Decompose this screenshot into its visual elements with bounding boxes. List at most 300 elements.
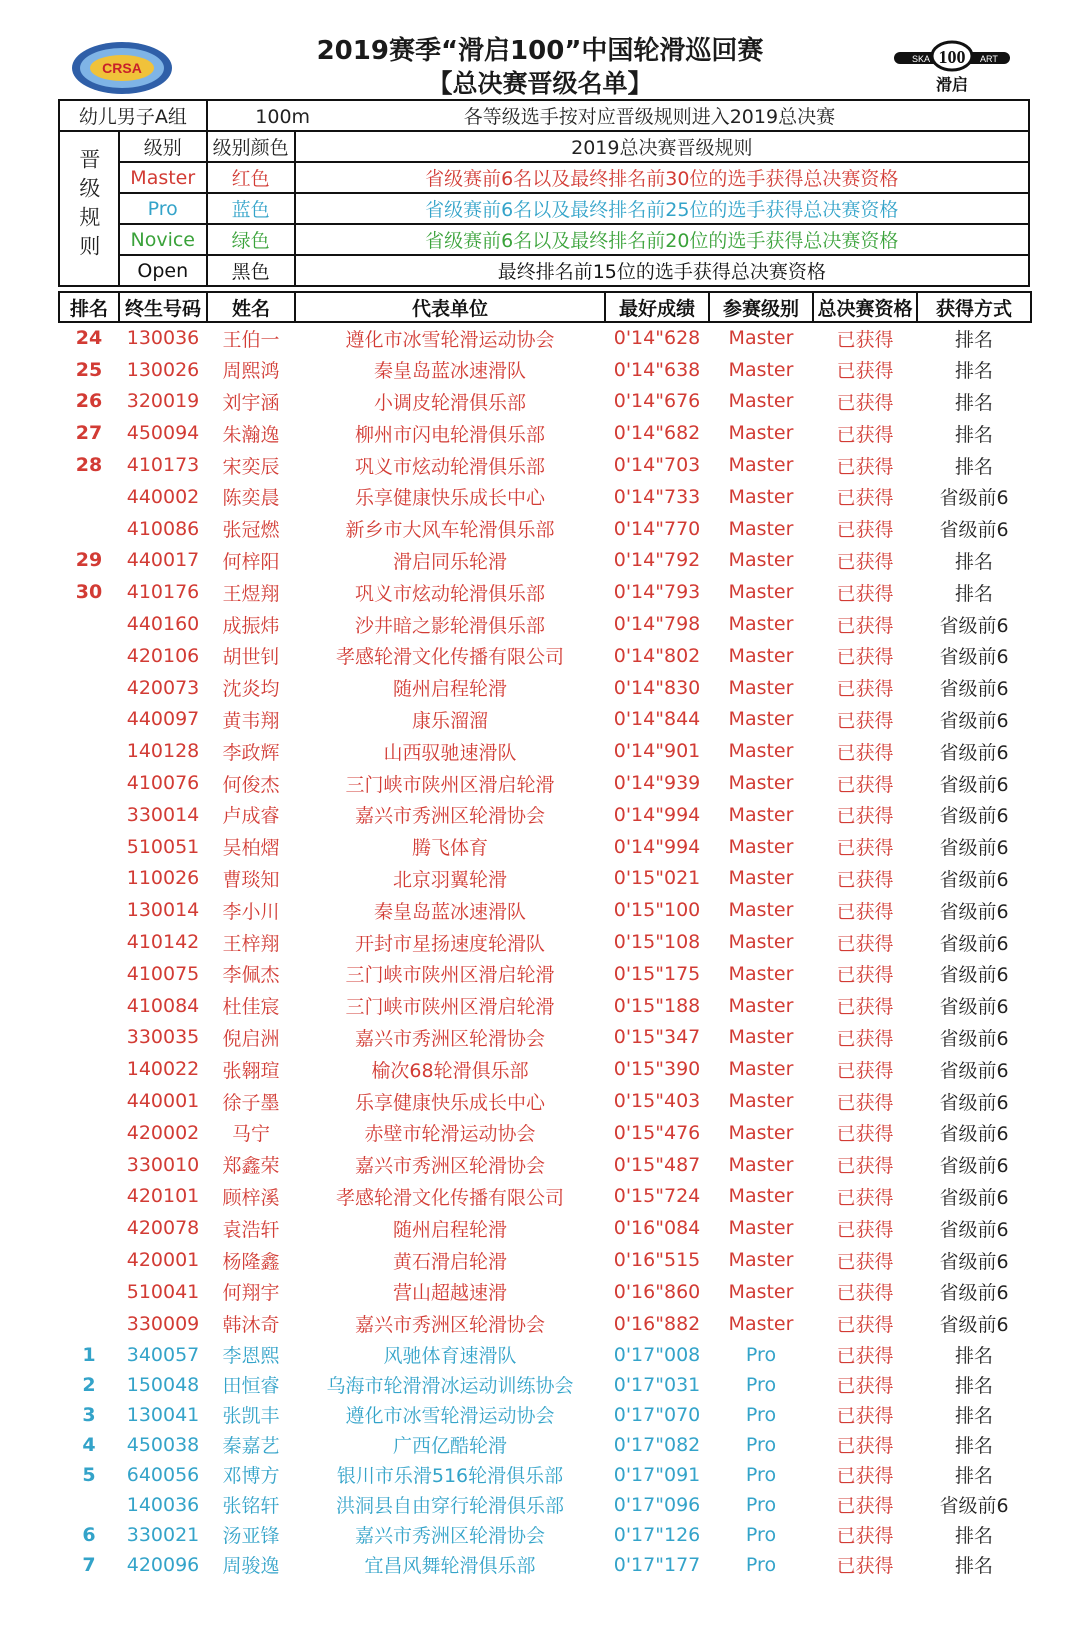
header-time: 最好成绩 — [605, 292, 709, 322]
method-cell: 省级前6 — [939, 1495, 1009, 1517]
level-cell: Master — [728, 931, 794, 954]
rule-text: 最终排名前15位的选手获得总决赛资格 — [295, 255, 1029, 286]
id-cell: 440001 — [126, 1090, 200, 1113]
level-cell: Pro — [745, 1433, 777, 1456]
level-cell: Master — [728, 899, 794, 922]
rank-cell — [59, 735, 119, 767]
name-cell: 汤亚锋 — [222, 1525, 280, 1547]
qual-cell: 已获得 — [836, 1525, 894, 1547]
method-cell: 省级前6 — [939, 900, 1009, 923]
time-cell: 0'15"724 — [613, 1185, 701, 1208]
time-cell: 0'15"390 — [613, 1058, 701, 1081]
level-cell: Master — [728, 422, 794, 445]
method-cell: 省级前6 — [939, 678, 1009, 701]
table-row — [59, 863, 1031, 895]
name-cell: 卢成睿 — [222, 805, 280, 828]
time-cell: 0'15"347 — [613, 1026, 701, 1049]
header-level: 参赛级别 — [709, 292, 813, 322]
method-cell: 省级前6 — [939, 1218, 1009, 1241]
table-row — [59, 449, 1031, 481]
qual-cell: 已获得 — [836, 678, 894, 701]
rank-cell — [59, 894, 119, 926]
rank-cell — [59, 1490, 119, 1520]
id-cell: 330009 — [126, 1312, 200, 1335]
unit-cell: 乐享健康快乐成长中心 — [354, 487, 545, 510]
name-cell: 张凯丰 — [222, 1405, 280, 1427]
table-row — [59, 354, 1031, 386]
col-color: 级别颜色 — [207, 131, 295, 162]
rule-level: Open — [119, 255, 207, 286]
level-cell: Master — [728, 740, 794, 763]
qual-cell: 已获得 — [836, 646, 894, 669]
name-cell: 张翱瑄 — [222, 1059, 280, 1082]
unit-cell: 康乐溜溜 — [411, 709, 488, 732]
qual-cell: 已获得 — [836, 741, 894, 764]
id-cell: 330014 — [126, 803, 200, 826]
id-cell: 420096 — [126, 1553, 200, 1576]
id-cell: 410084 — [126, 994, 200, 1017]
rule-level: Master — [119, 162, 207, 193]
id-cell: 420073 — [126, 676, 200, 699]
name-cell: 沈炎均 — [222, 678, 280, 701]
level-cell: Pro — [745, 1343, 777, 1366]
table-row — [59, 1276, 1031, 1308]
rule-text: 省级赛前6名以及最终排名前20位的选手获得总决赛资格 — [295, 224, 1029, 255]
qual-cell: 已获得 — [836, 1495, 894, 1517]
level-cell: Master — [728, 613, 794, 636]
qualifier-table — [58, 291, 1032, 1580]
id-cell: 340057 — [126, 1343, 200, 1366]
method-cell: 省级前6 — [939, 1123, 1009, 1146]
qual-cell: 已获得 — [836, 1091, 894, 1114]
method-cell: 省级前6 — [939, 996, 1009, 1019]
table-row — [59, 1400, 1031, 1430]
qual-cell: 已获得 — [836, 1375, 894, 1397]
unit-cell: 随州启程轮滑 — [392, 678, 507, 701]
name-cell: 秦嘉艺 — [222, 1435, 280, 1457]
unit-cell: 黄石滑启轮滑 — [392, 1250, 507, 1273]
unit-cell: 乌海市轮滑滑冰运动训练协会 — [326, 1375, 574, 1397]
level-cell: Master — [728, 962, 794, 985]
level-cell: Master — [728, 1121, 794, 1144]
name-cell: 李小川 — [222, 900, 280, 923]
method-cell: 省级前6 — [939, 932, 1009, 955]
table-row — [59, 958, 1031, 990]
name-cell: 宋奕辰 — [222, 455, 280, 478]
method-cell: 省级前6 — [939, 837, 1009, 860]
qual-cell: 已获得 — [836, 996, 894, 1019]
name-cell: 田恒睿 — [222, 1375, 280, 1397]
method-cell: 省级前6 — [939, 487, 1009, 510]
name-cell: 王伯一 — [222, 328, 280, 351]
level-cell: Pro — [745, 1523, 777, 1546]
name-cell: 王煜翔 — [222, 582, 280, 605]
table-row — [59, 513, 1031, 545]
rank-cell — [59, 831, 119, 863]
unit-cell: 三门峡市陕州区滑启轮滑 — [345, 996, 555, 1019]
table-row — [59, 1520, 1031, 1550]
qual-cell: 已获得 — [836, 1218, 894, 1241]
time-cell: 0'14"994 — [613, 803, 701, 826]
level-cell: Master — [728, 803, 794, 826]
unit-cell: 洪洞县自由穿行轮滑俱乐部 — [335, 1495, 564, 1517]
unit-cell: 三门峡市陕州区滑启轮滑 — [345, 773, 555, 796]
time-cell: 0'17"126 — [613, 1523, 701, 1546]
unit-cell: 风驰体育速滑队 — [383, 1345, 517, 1367]
time-cell: 0'15"100 — [613, 899, 701, 922]
method-cell: 排名 — [954, 1345, 993, 1367]
id-cell: 440160 — [126, 613, 200, 636]
id-cell: 330021 — [126, 1523, 200, 1546]
rank-cell — [59, 513, 119, 545]
id-cell: 130041 — [126, 1403, 200, 1426]
time-cell: 0'14"994 — [613, 835, 701, 858]
svg-text:滑启: 滑启 — [935, 75, 969, 94]
time-cell: 0'14"830 — [613, 676, 701, 699]
table-row — [59, 576, 1031, 608]
time-cell: 0'17"091 — [613, 1463, 701, 1486]
rank-cell: 7 — [82, 1553, 96, 1576]
rank-cell — [59, 608, 119, 640]
time-cell: 0'17"082 — [613, 1433, 701, 1456]
name-cell: 王梓翔 — [222, 932, 280, 955]
unit-cell: 银川市乐滑516轮滑俱乐部 — [336, 1465, 564, 1487]
name-cell: 李政辉 — [222, 741, 280, 764]
col-level: 级别 — [119, 131, 207, 162]
qual-cell: 已获得 — [836, 1282, 894, 1305]
name-cell: 陈奕晨 — [222, 487, 280, 510]
svg-text:100: 100 — [938, 47, 966, 67]
method-cell: 排名 — [954, 1525, 993, 1547]
time-cell: 0'14"703 — [613, 454, 701, 477]
rule-row-novice — [59, 224, 1029, 255]
method-cell: 排名 — [954, 1375, 993, 1397]
time-cell: 0'14"844 — [613, 708, 701, 731]
distance: 100m — [255, 106, 311, 128]
id-cell: 410075 — [126, 962, 200, 985]
method-cell: 省级前6 — [939, 868, 1009, 891]
qual-cell: 已获得 — [836, 391, 894, 414]
table-row — [59, 640, 1031, 672]
table-row — [59, 1085, 1031, 1117]
table-row — [59, 1212, 1031, 1244]
time-cell: 0'17"031 — [613, 1373, 701, 1396]
time-cell: 0'16"515 — [613, 1249, 701, 1271]
level-cell: Master — [728, 867, 794, 890]
rank-cell — [59, 1276, 119, 1308]
qual-cell: 已获得 — [836, 868, 894, 891]
rank-cell — [59, 481, 119, 513]
group-info — [207, 100, 1029, 131]
table-row — [59, 1244, 1031, 1276]
name-cell: 顾梓溪 — [222, 1186, 280, 1209]
table-row — [59, 386, 1031, 418]
name-cell: 袁浩轩 — [222, 1218, 280, 1241]
rank-cell — [59, 1149, 119, 1181]
unit-cell: 乐享健康快乐成长中心 — [354, 1091, 545, 1114]
level-cell: Master — [728, 708, 794, 731]
table-row — [59, 1490, 1031, 1520]
rank-cell — [59, 926, 119, 958]
table-row — [59, 1460, 1031, 1490]
level-cell: Master — [728, 1185, 794, 1208]
table-row — [59, 672, 1031, 704]
qual-cell: 已获得 — [836, 614, 894, 637]
qual-cell: 已获得 — [836, 1345, 894, 1367]
method-cell: 排名 — [954, 455, 993, 478]
rank-cell: 5 — [82, 1463, 96, 1486]
id-cell: 440002 — [126, 485, 200, 508]
col-rule: 2019总决赛晋级规则 — [295, 131, 1029, 162]
qual-cell: 已获得 — [836, 1465, 894, 1487]
unit-cell: 北京羽翼轮滑 — [392, 868, 507, 891]
qual-cell: 已获得 — [836, 900, 894, 923]
time-cell: 0'14"682 — [613, 422, 701, 445]
level-cell: Master — [728, 1280, 794, 1303]
qual-cell: 已获得 — [836, 487, 894, 510]
unit-cell: 孝感轮滑文化传播有限公司 — [335, 1186, 564, 1209]
method-cell: 省级前6 — [939, 1091, 1009, 1114]
unit-cell: 孝感轮滑文化传播有限公司 — [335, 646, 564, 669]
unit-cell: 山西驭驰速滑队 — [383, 741, 517, 764]
name-cell: 周熙鸿 — [222, 360, 280, 383]
table-row — [59, 1370, 1031, 1400]
rule-row-pro — [59, 193, 1029, 224]
name-cell: 刘宇涵 — [222, 391, 280, 414]
table-row — [59, 1149, 1031, 1181]
method-cell: 排名 — [954, 1465, 993, 1487]
unit-cell: 嘉兴市秀洲区轮滑协会 — [354, 1525, 545, 1547]
svg-text:SKA: SKA — [912, 54, 931, 64]
table-row — [59, 545, 1031, 577]
unit-cell: 嘉兴市秀洲区轮滑协会 — [354, 1155, 545, 1178]
id-cell: 420078 — [126, 1217, 200, 1240]
qual-cell: 已获得 — [836, 932, 894, 955]
qual-cell: 已获得 — [836, 519, 894, 542]
rank-cell — [59, 1085, 119, 1117]
rule-color: 蓝色 — [207, 193, 295, 224]
name-cell: 李恩熙 — [222, 1345, 280, 1367]
rule-level: Novice — [119, 224, 207, 255]
id-cell: 330035 — [126, 1026, 200, 1049]
name-cell: 杨隆鑫 — [222, 1250, 280, 1273]
level-cell: Pro — [745, 1463, 777, 1486]
unit-cell: 开封市星扬速度轮滑队 — [354, 932, 545, 955]
header-unit: 代表单位 — [295, 292, 605, 322]
rank-cell — [59, 958, 119, 990]
level-cell: Master — [728, 454, 794, 477]
method-cell: 排名 — [954, 423, 993, 446]
id-cell: 330010 — [126, 1153, 200, 1176]
unit-cell: 遵化市冰雪轮滑运动协会 — [345, 1405, 555, 1427]
id-cell: 510041 — [126, 1280, 200, 1303]
rule-color: 黑色 — [207, 255, 295, 286]
qual-cell: 已获得 — [836, 423, 894, 446]
rank-cell — [59, 1181, 119, 1213]
time-cell: 0'14"939 — [613, 772, 701, 795]
rank-cell: 29 — [75, 549, 103, 572]
unit-cell: 巩义市炫动轮滑俱乐部 — [354, 582, 545, 605]
method-cell: 省级前6 — [939, 519, 1009, 542]
unit-cell: 巩义市炫动轮滑俱乐部 — [354, 455, 545, 478]
page-header — [0, 0, 1080, 98]
method-cell: 排名 — [954, 391, 993, 414]
rank-cell: 27 — [75, 422, 103, 445]
name-cell: 韩沐奇 — [222, 1314, 280, 1337]
level-cell: Master — [728, 1312, 794, 1335]
unit-cell: 随州启程轮滑 — [392, 1218, 507, 1241]
name-cell: 曹琰知 — [222, 868, 280, 891]
time-cell: 0'15"108 — [613, 931, 701, 954]
time-cell: 0'17"177 — [613, 1553, 701, 1576]
name-cell: 何俊杰 — [222, 773, 280, 796]
table-row — [59, 1550, 1031, 1580]
rank-cell — [59, 799, 119, 831]
name-cell: 张冠燃 — [222, 519, 280, 542]
time-cell: 0'15"476 — [613, 1121, 701, 1144]
rank-cell: 6 — [82, 1523, 96, 1546]
id-cell: 140036 — [126, 1493, 200, 1516]
method-cell: 省级前6 — [939, 805, 1009, 828]
rank-cell — [59, 704, 119, 736]
unit-cell: 秦皇岛蓝冰速滑队 — [373, 360, 526, 383]
unit-cell: 小调皮轮滑俱乐部 — [373, 391, 526, 414]
rule-row-master — [59, 162, 1029, 193]
table-row — [59, 1053, 1031, 1085]
table-row — [59, 1308, 1031, 1340]
time-cell: 0'14"792 — [613, 549, 701, 572]
qual-cell: 已获得 — [836, 1155, 894, 1178]
method-cell: 排名 — [954, 360, 993, 383]
time-cell: 0'17"096 — [613, 1493, 701, 1516]
level-cell: Master — [728, 390, 794, 413]
id-cell: 410176 — [126, 581, 200, 604]
qual-cell: 已获得 — [836, 550, 894, 573]
id-cell: 420101 — [126, 1185, 200, 1208]
id-cell: 420002 — [126, 1121, 200, 1144]
name-cell: 吴柏熠 — [222, 837, 280, 860]
svg-text:CRSA: CRSA — [102, 60, 142, 76]
table-header-row — [59, 292, 1031, 322]
time-cell: 0'15"487 — [613, 1153, 701, 1176]
group-row — [59, 100, 1029, 131]
name-cell: 张铭轩 — [222, 1495, 280, 1517]
rules-table — [58, 99, 1030, 287]
unit-cell: 营山超越速滑 — [392, 1282, 507, 1305]
level-cell: Master — [728, 1249, 794, 1271]
time-cell: 0'16"882 — [613, 1312, 701, 1335]
table-row — [59, 831, 1031, 863]
level-cell: Master — [728, 772, 794, 795]
table-row — [59, 481, 1031, 513]
name-cell: 何梓阳 — [222, 550, 280, 573]
header-name: 姓名 — [207, 292, 295, 322]
id-cell: 410173 — [126, 454, 200, 477]
qual-cell: 已获得 — [836, 805, 894, 828]
unit-cell: 嘉兴市秀洲区轮滑协会 — [354, 1314, 545, 1337]
id-cell: 450094 — [126, 422, 200, 445]
time-cell: 0'14"770 — [613, 517, 701, 540]
table-row — [59, 417, 1031, 449]
time-cell: 0'14"802 — [613, 644, 701, 667]
rule-color: 红色 — [207, 162, 295, 193]
unit-cell: 嘉兴市秀洲区轮滑协会 — [354, 805, 545, 828]
rule-text: 省级赛前6名以及最终排名前30位的选手获得总决赛资格 — [295, 162, 1029, 193]
table-row — [59, 1340, 1031, 1370]
unit-cell: 遵化市冰雪轮滑运动协会 — [345, 328, 555, 351]
page-title: 2019赛季“滑启100”中国轮滑巡回赛 — [316, 36, 764, 66]
qual-cell: 已获得 — [836, 1405, 894, 1427]
level-cell: Pro — [745, 1373, 777, 1396]
id-cell: 150048 — [126, 1373, 200, 1396]
time-cell: 0'15"175 — [613, 962, 701, 985]
id-cell: 320019 — [126, 390, 200, 413]
rank-cell — [59, 672, 119, 704]
id-cell: 420106 — [126, 644, 200, 667]
rank-cell — [59, 640, 119, 672]
name-cell: 成振炜 — [222, 614, 280, 637]
time-cell: 0'15"403 — [613, 1090, 701, 1113]
method-cell: 省级前6 — [939, 741, 1009, 764]
method-cell: 排名 — [954, 1405, 993, 1427]
table-row — [59, 735, 1031, 767]
rules-side-label: 晋级规则 — [59, 131, 119, 286]
method-cell: 省级前6 — [939, 646, 1009, 669]
method-cell: 省级前6 — [939, 773, 1009, 796]
qual-cell: 已获得 — [836, 1123, 894, 1146]
qual-cell: 已获得 — [836, 837, 894, 860]
rank-cell — [59, 863, 119, 895]
rank-cell: 24 — [75, 327, 103, 350]
rank-cell — [59, 1308, 119, 1340]
time-cell: 0'14"733 — [613, 485, 701, 508]
qual-cell: 已获得 — [836, 709, 894, 732]
id-cell: 450038 — [126, 1433, 200, 1456]
level-cell: Pro — [745, 1403, 777, 1426]
time-cell: 0'15"188 — [613, 994, 701, 1017]
rank-cell — [59, 1053, 119, 1085]
name-cell: 周骏逸 — [222, 1555, 280, 1577]
level-cell: Master — [728, 549, 794, 572]
method-cell: 省级前6 — [939, 1282, 1009, 1305]
level-cell: Master — [728, 1153, 794, 1176]
id-cell: 640056 — [126, 1463, 200, 1486]
id-cell: 140128 — [126, 740, 200, 763]
level-cell: Master — [728, 581, 794, 604]
time-cell: 0'14"676 — [613, 390, 701, 413]
unit-cell: 榆次68轮滑俱乐部 — [371, 1059, 529, 1082]
level-cell: Master — [728, 358, 794, 381]
qual-cell: 已获得 — [836, 1555, 894, 1577]
id-cell: 130014 — [126, 899, 200, 922]
name-cell: 邓博方 — [222, 1465, 280, 1487]
method-cell: 省级前6 — [939, 709, 1009, 732]
rank-cell: 4 — [82, 1433, 96, 1456]
level-cell: Master — [728, 1026, 794, 1049]
method-cell: 省级前6 — [939, 1314, 1009, 1337]
method-cell: 省级前6 — [939, 1059, 1009, 1082]
name-cell: 郑鑫荣 — [222, 1155, 280, 1178]
method-cell: 排名 — [954, 582, 993, 605]
method-cell: 排名 — [954, 328, 993, 351]
unit-cell: 嘉兴市秀洲区轮滑协会 — [354, 1027, 545, 1050]
name-cell: 李佩杰 — [222, 964, 280, 987]
name-cell: 马宁 — [231, 1123, 270, 1146]
header-rank: 排名 — [59, 292, 119, 322]
level-cell: Master — [728, 1090, 794, 1113]
level-cell: Master — [728, 1058, 794, 1081]
unit-cell: 三门峡市陕州区滑启轮滑 — [345, 964, 555, 987]
